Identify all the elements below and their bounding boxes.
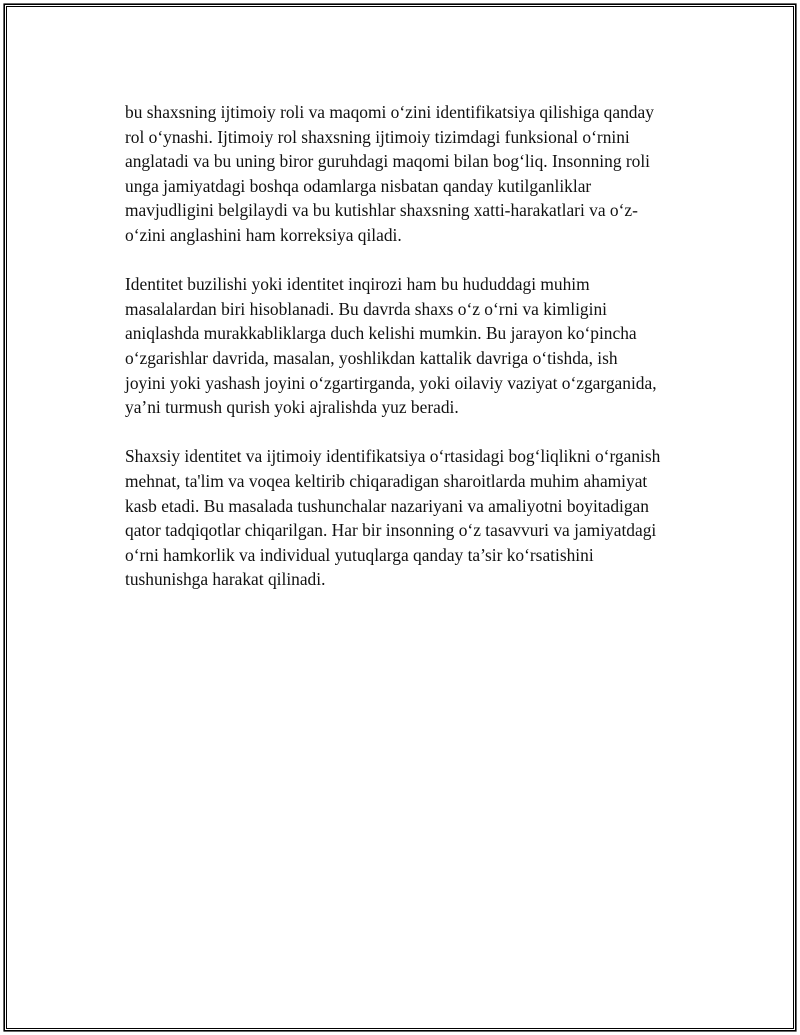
page-border xyxy=(6,6,794,1029)
text-line: aniqlashda murakkabliklarga duch kelishi mumkin. Bu jarayon ko‘pincha xyxy=(125,323,637,344)
text-line: o‘zini anglashini ham korreksiya qiladi. xyxy=(125,224,402,245)
document-body xyxy=(125,100,697,616)
text-line: qator tadqiqotlar chiqarilgan. Har bir insonning o‘z tasavvuri va jamiyatdagi xyxy=(125,520,657,541)
text-line: mehnat, ta'lim va voqea keltirib chiqaradigan sharoitlarda muhim ahamiyat xyxy=(125,470,648,491)
text-line: tushunishga harakat qilinadi. xyxy=(125,569,326,590)
text-line: kasb etadi. Bu masalada tushunchalar nazariyani va amaliyotni boyitadigan xyxy=(125,495,649,516)
text-line: unga jamiyatdagi boshqa odamlarga nisbatan qanday kutilganliklar xyxy=(125,175,592,196)
text-line: masalalardan biri hisoblanadi. Bu davrda shaxs o‘z o‘rni va kimligini xyxy=(125,298,607,319)
text-line: Shaxsiy identitet va ijtimoiy identifikatsiya o‘rtasidagi bog‘liqlikni o‘rganish xyxy=(125,446,661,467)
text-line: Identitet buzilishi yoki identitet inqirozi ham bu hududdagi muhim xyxy=(125,274,590,295)
text-line: joyini yoki yashash joyini o‘zgartirganda, yoki oilaviy vaziyat o‘zgarganida, xyxy=(125,372,657,393)
text-line: bu shaxsning ijtimoiy roli va maqomi o‘zini identifikatsiya qilishiga qanday xyxy=(125,102,654,122)
paragraph-2 xyxy=(125,272,697,420)
text-line: o‘zgarishlar davrida, masalan, yoshlikdan kattalik davriga o‘tishda, ish xyxy=(125,347,618,368)
paragraph-3 xyxy=(125,444,697,592)
paragraph-1 xyxy=(125,100,697,248)
text-line: mavjudligini belgilaydi va bu kutishlar shaxsning xatti-harakatlari va o‘z- xyxy=(125,200,638,221)
text-line: ya’ni turmush qurish yoki ajralishda yuz beradi. xyxy=(125,397,459,418)
text-line: rol o‘ynashi. Ijtimoiy rol shaxsning ijtimoiy tizimdagi funksional o‘rnini xyxy=(125,126,630,147)
text-line: o‘rni hamkorlik va individual yutuqlarga qanday ta’sir ko‘rsatishini xyxy=(125,544,594,565)
text-line: anglatadi va bu uning biror guruhdagi maqomi bilan bog‘liq. Insonning roli xyxy=(125,151,651,172)
